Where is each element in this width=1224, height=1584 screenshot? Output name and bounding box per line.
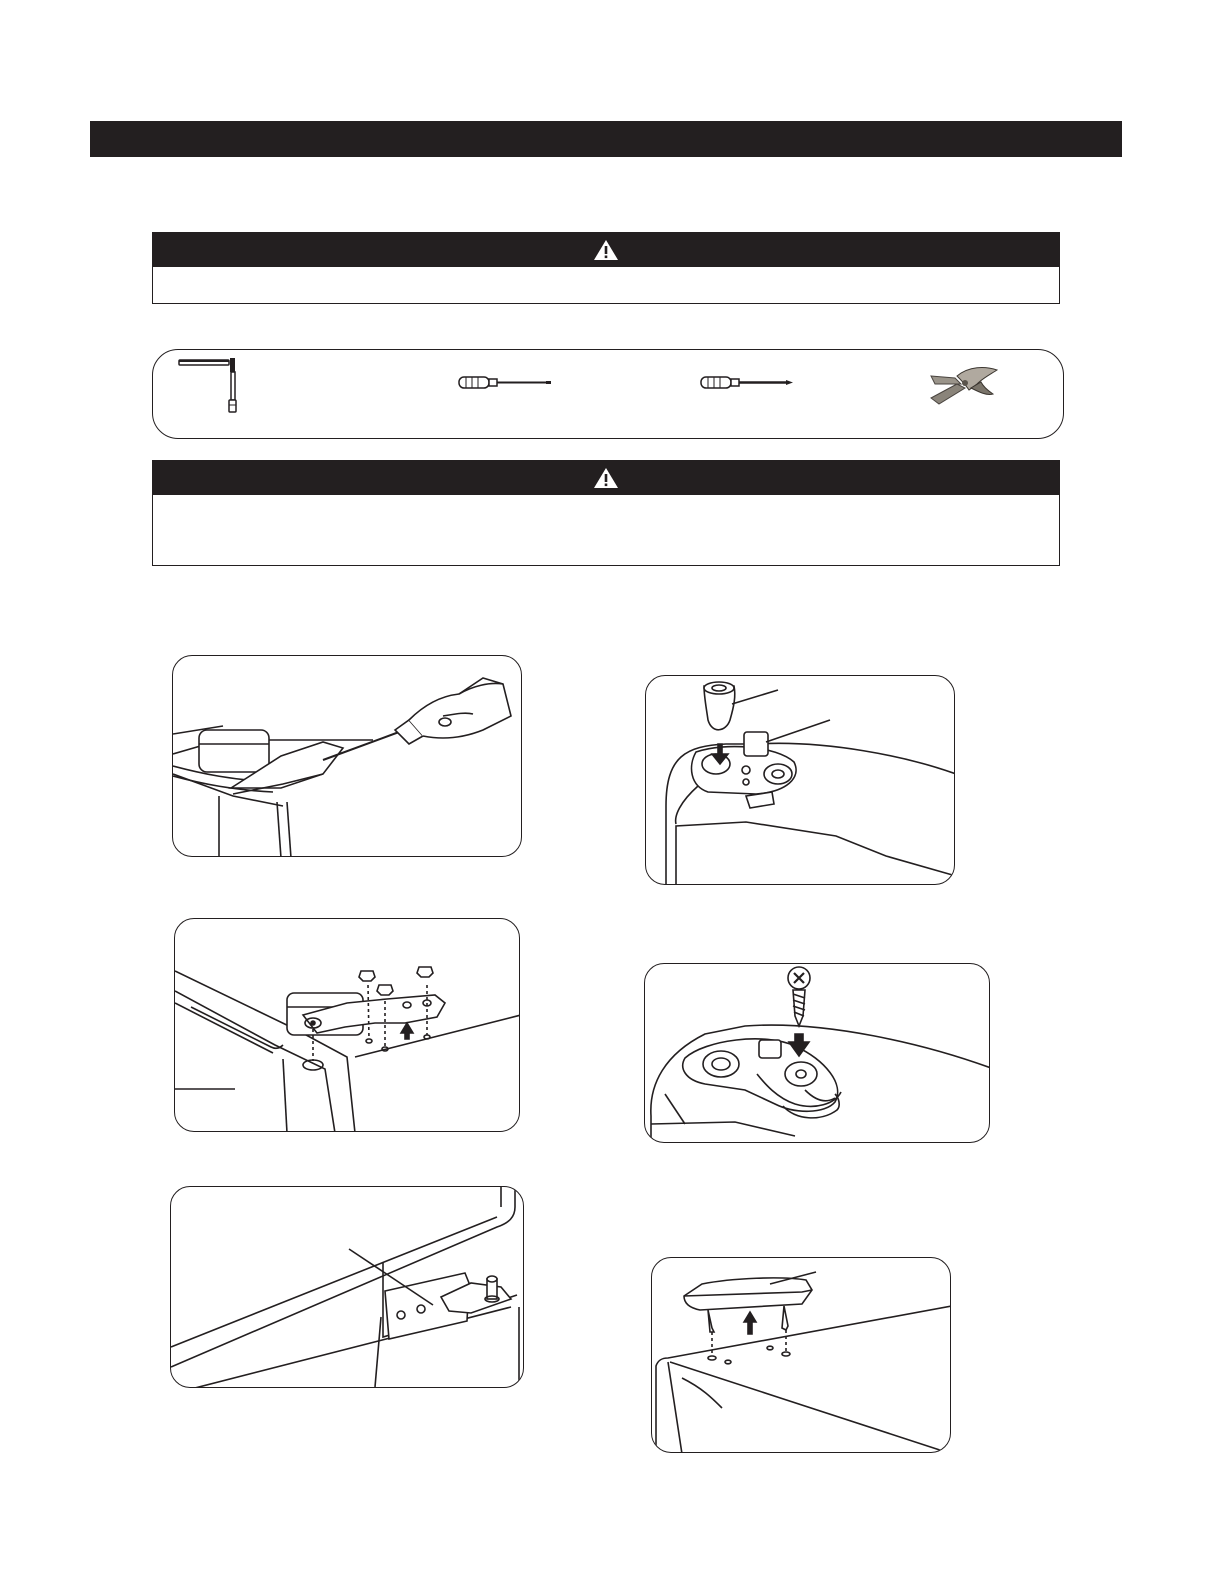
tools-panel xyxy=(152,349,1064,439)
warning-header-2 xyxy=(153,461,1059,495)
section-title-bar xyxy=(90,121,1122,157)
socket-wrench-icon xyxy=(177,350,237,438)
warning-body-1 xyxy=(153,267,1059,279)
phillips-screwdriver-icon xyxy=(700,350,800,438)
warning-triangle-icon xyxy=(593,239,619,261)
figure-remove-top-hinge xyxy=(174,918,520,1132)
figure-install-hinge-cap xyxy=(651,1257,951,1453)
figure-insert-hinge-bushing xyxy=(645,675,955,885)
warning-box-2 xyxy=(152,460,1060,566)
warning-triangle-icon xyxy=(593,467,619,489)
warning-header-1 xyxy=(153,233,1059,267)
figure-lower-hinge xyxy=(170,1186,524,1388)
warning-body-2 xyxy=(153,495,1059,507)
warning-box-1 xyxy=(152,232,1060,304)
figure-install-screw xyxy=(644,963,990,1143)
flat-screwdriver-icon xyxy=(458,350,558,438)
figure-remove-hinge-cover xyxy=(172,655,522,857)
pliers-icon xyxy=(925,350,1015,438)
